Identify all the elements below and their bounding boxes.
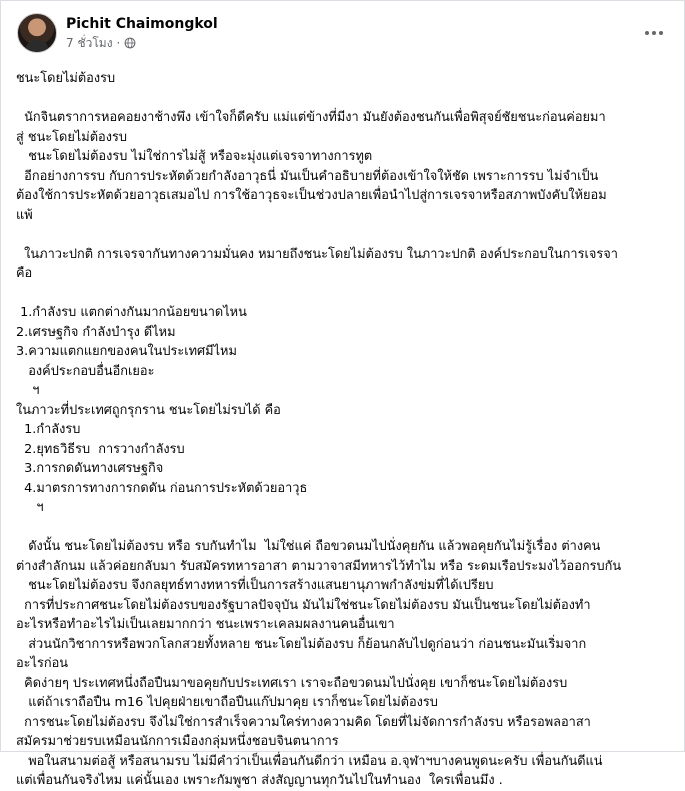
post-line: คือ: [16, 266, 33, 281]
post-line: สมัครมาช่วยรบเหมือนนักการเมืองกลุ่มหนึ่งชอบจินตนาการ: [16, 734, 339, 749]
post-line: ส่วนนักวิชาการหรือพวกโลกสวยทั้งหลาย ชนะโดยไม่ต้องรบ ก็ย้อนกลับไปดูก่อนว่า ก่อนชนะมันเริ่มจาก: [16, 636, 587, 652]
post-time[interactable]: 7 ชั่วโมง: [66, 36, 113, 50]
post-line: 3.การกดดันทางเศรษฐกิจ: [16, 461, 164, 476]
post-line: สู่ ชนะโดยไม่ต้องรบ: [16, 129, 127, 145]
meta-separator: ·: [116, 36, 121, 50]
paragraph-gap: [16, 225, 676, 245]
globe-icon: [124, 37, 136, 49]
post-line: ต้องใช้การประหัตด้วยอาวุธเสมอไป การใช้อาวุธจะเป็นช่วงปลายเพื่อนำไปสู่การเจรจาหรือสภาพบังคับให้ยอม: [16, 188, 607, 203]
post-line: แต่ถ้าเราถือปืน m16 ไปคุยฝ่ายเขาถือปืนแก๊ปมาคุย เราก็ชนะโดยไม่ต้องรบ: [16, 695, 438, 710]
post-text: [16, 69, 676, 791]
post-line: อะไรก่อน: [16, 656, 69, 671]
post-line: 2.ยุทธวิธีรบ การวางกำลังรบ: [16, 441, 185, 457]
post-line: 3.ความแตกแยกของคนในประเทศมีไหม: [16, 344, 237, 359]
post-line: ในภาวะที่ประเทศถูกรุกราน ชนะโดยไม่รบได้ คือ: [16, 402, 281, 418]
post-line: การชนะโดยไม่ต้องรบ จึงไม่ใช่การสำเร็จความใคร่ทางความคิด โดยที่ไม่จัดการกำลังรบ หรือรอพลอาสา: [16, 714, 591, 730]
post-line: อีกอย่างการรบ กับการประหัตด้วยกำลังอาวุธนี่ มันเป็นคำอธิบายที่ต้องเข้าใจให้ชัด เพราะการรบ ไม่จำเป็น: [16, 168, 599, 184]
post-line: ดังนั้น ชนะโดยไม่ต้องรบ หรือ รบกันทำไม ไม่ใช่แค่ ถือขวดนมไปนั่งคุยกัน แล้วพอคุยกันไม่รู้เรื่อง ต่างคน: [16, 539, 601, 554]
post-line: แพ้: [16, 207, 33, 223]
post-line: การที่ประกาศชนะโดยไม่ต้องรบของรัฐบาลปัจจุบัน มันไม่ใช่ชนะโดยไม่ต้องรบ มันเป็นชนะโดยไม่ต้องทำ: [16, 597, 591, 613]
post-line: 2.เศรษฐกิจ กำลังบำรุง ดีไหม: [16, 324, 176, 340]
author-name[interactable]: Pichit Chaimongkol: [66, 16, 218, 32]
ellipsis-icon[interactable]: [636, 15, 672, 51]
post-line: 1.กำลังรบ แตกต่างกันมากน้อยขนาดไหน: [16, 305, 247, 320]
post-header: [17, 11, 672, 55]
post-line: 4.มาตรการทางการกดดัน ก่อนการประหัตด้วยอาวุธ: [16, 480, 308, 496]
post-line: นักจินตราการหอคอยงาช้างพึง เข้าใจก็ดีครับ แม่แต่ข้างที่มีงา มันยังต้องชนกันเพื่อพิสุจย์ชัยชนะก่อนค่อยมา: [16, 110, 606, 125]
paragraph-gap: [16, 518, 676, 538]
post-line: ในภาวะปกติ การเจรจากันทางความมั่นคง หมายถึงชนะโดยไม่ต้องรบ ในภาวะปกติ องค์ประกอบในการเจรจา: [16, 246, 618, 262]
post-line: คิดง่ายๆ ประเทศหนึ่งถือปืนมาขอคุยกับประเทศเรา เราจะถือขวดนมไปนั่งคุย เขาก็ชนะโดยไม่ต้องรบ: [16, 675, 568, 691]
post-line: ฯ: [16, 383, 40, 398]
post-line: ชนะโดยไม่ต้องรบ: [16, 71, 116, 86]
post-line: ฯ: [16, 500, 44, 515]
post-line: พอในสนามต่อสู้ หรือสนามรบ ไม่มีคำว่าเป็นเพื่อนกันดีกว่า เหมือน อ.จุฬาฯบางคนพูดนะครับ เพื่อนกันดีแน่: [16, 753, 603, 769]
post-line: ชนะโดยไม่ต้องรบ จึงกลยุทธ์ทางทหารที่เป็นการสร้างแสนยานุภาพกำลังข่มที่ได้เปรียบ: [16, 578, 494, 593]
author-avatar[interactable]: [17, 13, 57, 53]
post-line: แต่เพื่อนกันจริงไหม แค่นั้นเอง เพราะกัมพูชา ส่งสัญญานทุกวันไปในทำนอง ใครเพื่อนมึง .: [16, 773, 503, 788]
author-meta: [66, 15, 218, 51]
paragraph-gap: [16, 284, 676, 304]
post-line: อะไรหรือทำอะไรไม่เป็นเลยมากกว่า ชนะเพราะเคลมผลงานคนอื่นเขา: [16, 617, 395, 632]
post-line: 1.กำลังรบ: [16, 422, 81, 437]
paragraph-gap: [16, 89, 676, 109]
post-line: ต่างสำลักนม แล้วค่อยกลับมา รับสมัครทหารอาสา ตามวาจาสมีทหารไว้ทำไม หรือ ระดมเรือประมงไว้ออกรบกัน: [16, 558, 622, 574]
post-meta-line: [66, 35, 218, 51]
post-line: องค์ประกอบอื่นอีกเยอะ: [16, 363, 155, 379]
more-options-icon: [644, 30, 664, 36]
post-line: ชนะโดยไม่ต้องรบ ไม่ใช่การไม่สู้ หรือจะมุ่งแต่เจรจาทางการทูต: [16, 149, 373, 164]
